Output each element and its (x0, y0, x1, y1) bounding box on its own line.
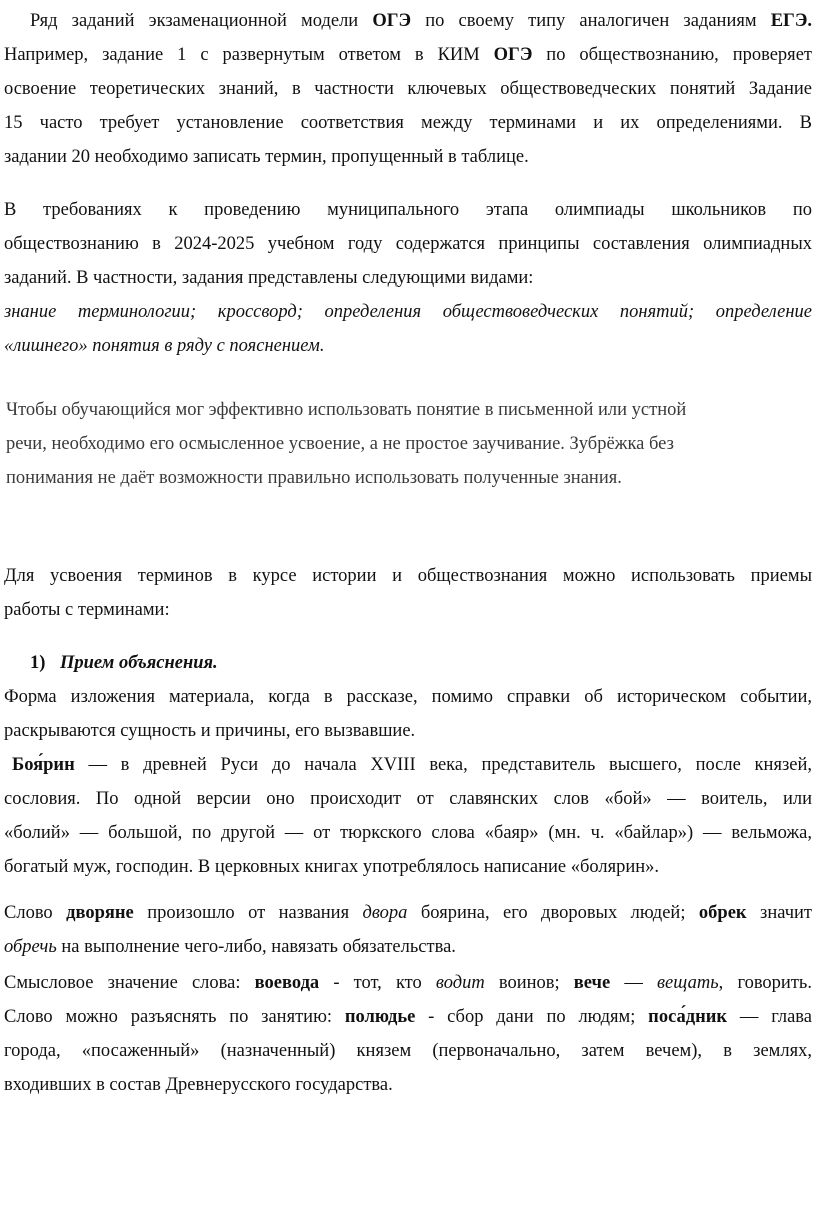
heading-line (30, 646, 730, 680)
text-line: работы с терминами: (4, 600, 170, 620)
paragraph-olympiad-requirements (4, 193, 812, 363)
text-line: входивших в состав Древнерусского государства. (4, 1075, 393, 1095)
section-heading-explanation (30, 646, 730, 680)
text-line: Смысловое значение слова: воевода - тот, кто водит воинов; вече — вещать, говорить. (4, 973, 812, 993)
text-line: Для усвоения терминов в курсе истории и обществознания можно использовать приемы (4, 566, 812, 586)
paragraph-comprehension (6, 393, 796, 495)
text-line: города, «посаженный» (назначенный) князем (первоначально, затем вечем), в землях, (4, 1041, 812, 1061)
text-line: «болий» — большой, по другой — от тюркского слова «баяр» (мн. ч. «байлар») — вельможа, (4, 823, 812, 843)
text-line: обречь на выполнение чего-либо, навязать обязательства. (4, 937, 456, 957)
text-line: Боя́рин — в древней Руси до начала XVIII века, представитель высшего, после князей, (12, 755, 812, 775)
paragraph-boyarin (4, 748, 812, 884)
text-line: сословия. По одной версии оно происходит от славянских слов «бой» — воитель, или (4, 789, 812, 809)
text-line: задании 20 необходимо записать термин, пропущенный в таблице. (4, 147, 529, 167)
text-line: Слово можно разъяснять по занятию: полюдье - сбор дани по людям; поса́дник — глава (4, 1007, 812, 1027)
paragraph-oge-tasks (4, 4, 812, 174)
paragraph-explanation-definition (4, 680, 812, 748)
text-line: освоение теоретических знаний, в частности ключевых обществоведческих понятий Задание (4, 79, 812, 99)
text-line: знание терминологии; кроссворд; определения обществоведческих понятий; определение (4, 302, 812, 322)
text-line: речи, необходимо его осмысленное усвоение, а не простое заучивание. Зубрёжка без (6, 434, 674, 454)
text-line: 15 часто требует установление соответствия между терминами и их определениями. В (4, 113, 812, 133)
text-line: заданий. В частности, задания представлены следующими видами: (4, 268, 534, 288)
text-line: богатый муж, господин. В церковных книгах употреблялось написание «болярин». (4, 857, 660, 877)
paragraph-dvoryane (4, 896, 812, 964)
heading-title: Прием объяснения. (60, 653, 218, 673)
text-line: Ряд заданий экзаменационной модели ОГЭ по своему типу аналогичен заданиям ЕГЭ. (30, 11, 812, 31)
list-number: 1) (30, 653, 46, 673)
text-line: понимания не даёт возможности правильно использовать полученные знания. (6, 468, 622, 488)
text-line: В требованиях к проведению муниципального этапа олимпиады школьников по (4, 200, 812, 220)
term-boyarin: Боя́рин (12, 755, 75, 775)
text-line: раскрываются сущность и причины, его вызвавшие. (4, 721, 416, 741)
text-line: Форма изложения материала, когда в рассказе, помимо справки об историческом событии, (4, 687, 812, 707)
text-line: Слово дворяне произошло от названия двора боярина, его дворовых людей; обрек значит (4, 903, 812, 923)
paragraph-methods-intro (4, 559, 812, 627)
text-line: Например, задание 1 с развернутым ответом в КИМ ОГЭ по обществознанию, проверяет (4, 45, 812, 65)
text-line: обществознанию в 2024-2025 учебном году содержатся принципы составления олимпиадных (4, 234, 812, 254)
text-line: «лишнего» понятия в ряду с пояснением. (4, 336, 325, 356)
paragraph-voevoda (4, 966, 812, 1102)
text-line: Чтобы обучающийся мог эффективно использовать понятие в письменной или устной (6, 400, 687, 420)
